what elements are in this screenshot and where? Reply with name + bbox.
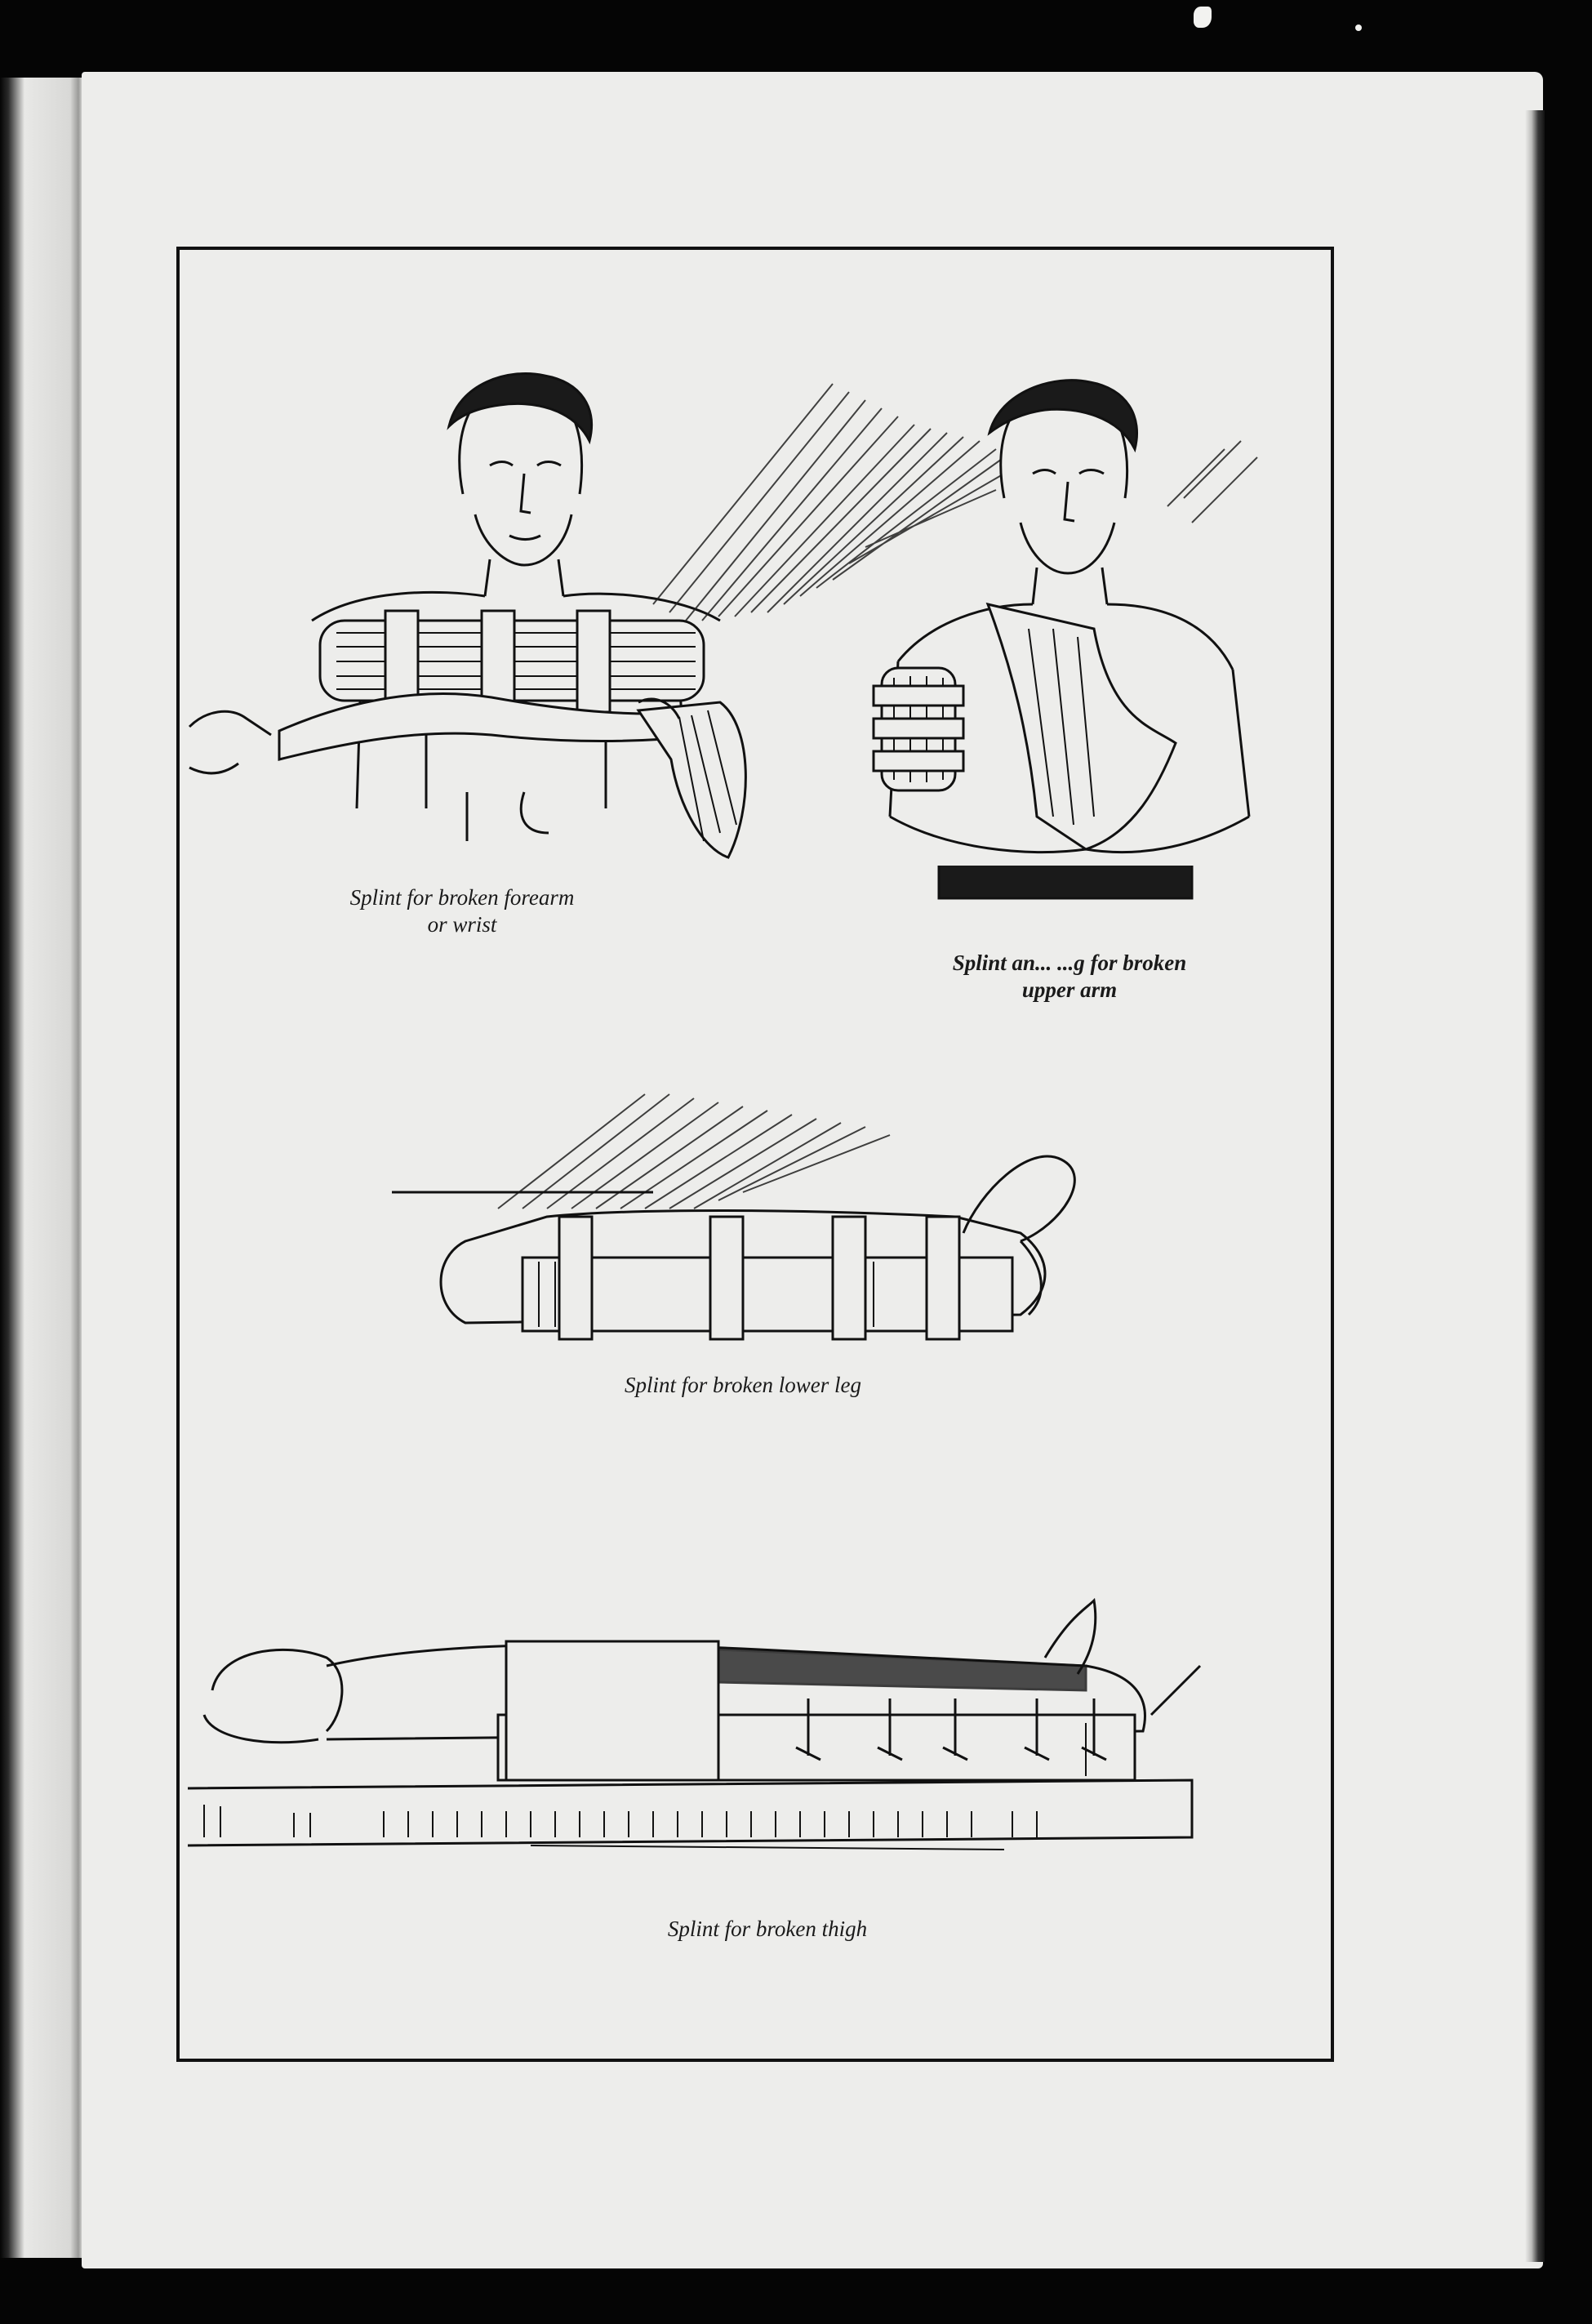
caption-lower-leg-splint bbox=[555, 1372, 931, 1399]
caption-line: Splint for broken thigh bbox=[667, 1917, 868, 1941]
book-gutter bbox=[0, 78, 83, 2258]
thigh-splint-illustration bbox=[188, 1592, 1331, 1911]
upper-arm-splint-illustration bbox=[865, 359, 1290, 931]
caption-thigh-splint bbox=[580, 1916, 955, 1943]
page-edge-shadow bbox=[1525, 110, 1545, 2262]
caption-forearm-splint bbox=[282, 884, 642, 938]
lower-leg-splint-illustration bbox=[384, 1045, 1167, 1372]
caption-line: or wrist bbox=[427, 912, 497, 937]
caption-line: Splint an... ...g for broken bbox=[952, 951, 1187, 975]
caption-line: Splint for broken lower leg bbox=[625, 1373, 861, 1397]
caption-upper-arm-splint bbox=[890, 950, 1249, 1004]
scan-speck bbox=[1355, 24, 1362, 31]
scan-speck bbox=[1194, 7, 1212, 28]
caption-line: Splint for broken forearm bbox=[349, 885, 575, 910]
caption-line: upper arm bbox=[1021, 977, 1118, 1002]
